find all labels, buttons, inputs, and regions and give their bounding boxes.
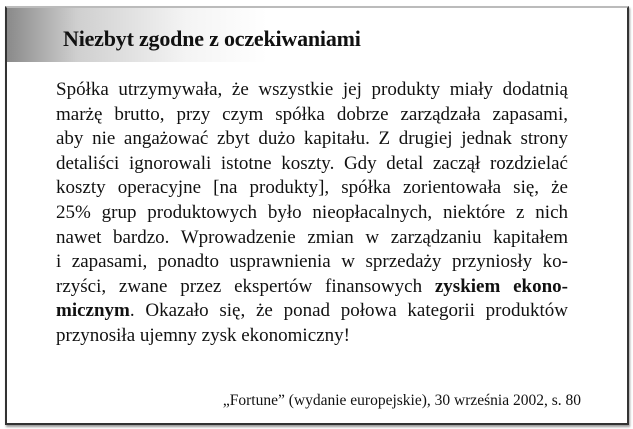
text-line: i zapasami, ponadto usprawnienia w sprzedaży przyniosły ko-	[56, 251, 568, 273]
text-line: nawet bardzo. Wprowadzenie zmian w zarządzaniu kapitałem	[56, 226, 568, 248]
text-line	[56, 275, 568, 300]
box-title: Niezbyt zgodne z oczekiwaniami	[63, 26, 361, 51]
box-body-text	[56, 78, 568, 349]
term-bold: zyskiem ekono-	[434, 275, 568, 297]
text-line: koszty operacyjne [na produkty], spółka zorientowała się, że	[56, 177, 568, 199]
text-line: Spółka utrzymywała, że wszystkie jej produkty miały dodatnią	[56, 79, 568, 100]
text-line: aby nie angażować zbyt dużo kapitału. Z drugiej jednak strony	[56, 128, 568, 150]
text-plain: rzyści, zwane przez ekspertów finansowych	[56, 275, 435, 297]
text-line: 25% grup produktowych było nieopłacalnych, niektóre z nich	[56, 201, 568, 223]
citation: „Fortune” (wydanie europejskie), 30 września 2002, s. 80	[222, 392, 581, 409]
text-line	[56, 299, 568, 324]
text-line: detaliści ignorowali istotne koszty. Gdy detal zaczął rozdzielać	[56, 152, 568, 174]
text-line: przynosiła ujemny zysk ekonomiczny!	[56, 324, 350, 346]
text-plain: . Okazało się, że ponad połowa kategorii produktów	[129, 300, 568, 322]
text-line: marżę brutto, przy czym spółka dobrze zarządzała zapasami,	[56, 103, 568, 125]
box-header	[7, 8, 627, 62]
term-bold: micznym	[56, 300, 130, 322]
